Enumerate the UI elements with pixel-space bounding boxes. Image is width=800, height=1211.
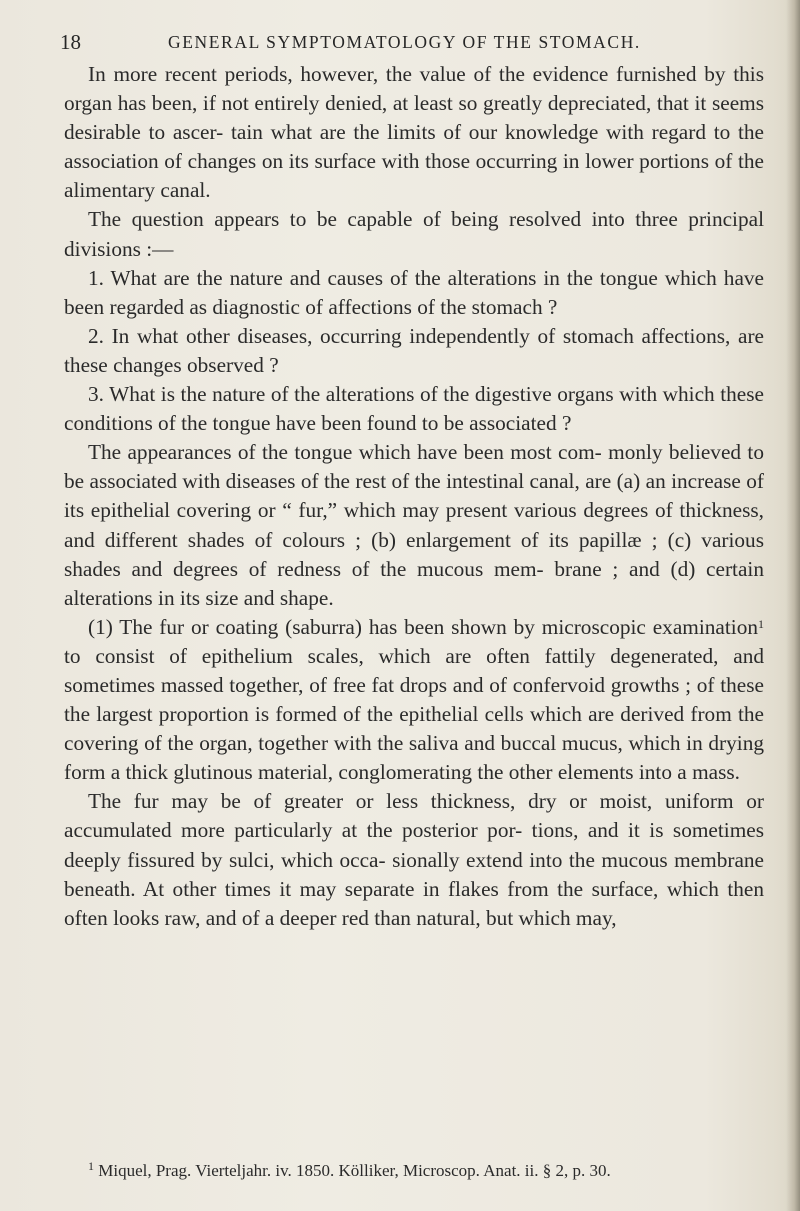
paragraph-question: The question appears to be capable of being resolved into three principal divisions :— <box>64 207 764 261</box>
page-header <box>60 26 760 56</box>
page-number: 18 <box>60 30 81 54</box>
paragraph-intro: In more recent periods, however, the value of the evidence furnished by this organ has been, if not entirely denied, at least so greatly depreciated, that it seems desirable to ascer- tain what are the limits of our knowledge with regard to the association of changes on its surface with those occurring in lower portions of the alimentary canal. <box>64 62 764 203</box>
page-edge-shadow <box>786 0 800 1211</box>
paragraph-division-1: 1. What are the nature and causes of the alterations in the tongue which have been regarded as diagnostic of affections of the stomach ? <box>64 265 764 319</box>
paragraph-division-2: 2. In what other diseases, occurring independently of stomach affections, are these changes observed ? <box>64 323 764 377</box>
paragraph-appearances: The appearances of the tongue which have been most com- monly believed to be associated with diseases of the rest of the intestinal canal, are (a) an increase of its epithelial covering or “ fur,” which may present various degrees of thickness, and different shades of colours ; (b) enlargement of its papillæ ; (c) various shades and degrees of redness of the mucous mem- brane ; and (d) certain alterations in its size and shape. <box>64 440 764 610</box>
paragraph-fur-coating-start: (1) The fur or coating (saburra) has been shown by microscopic examination <box>88 614 758 639</box>
running-head: GENERAL SYMPTOMATOLOGY OF THE STOMACH. <box>168 32 641 52</box>
footnote-reference: 1 <box>758 616 764 631</box>
footnote-marker: 1 <box>88 1159 94 1173</box>
paragraph-fur-coating <box>64 613 764 788</box>
paragraph-fur-thickness: The fur may be of greater or less thickness, dry or moist, uniform or accumulated more particularly at the posterior por- tions, and it is sometimes deeply fissured by sulci, which occa- sionally extend into the mucous membrane beneath. At other times it may separate in flakes from the surface, which then often looks raw, and of a deeper red than natural, but which may, <box>64 789 764 930</box>
footnote-text: Miquel, Prag. Vierteljahr. iv. 1850. Kölliker, Microscop. Anat. ii. § 2, p. 30. <box>94 1161 611 1180</box>
paragraph-fur-coating-rest: to consist of epithelium scales, which are often fattily degenerated, and sometimes massed together, of free fat drops and of confervoid growths ; of these the largest proportion is formed of the epithelial cells which are derived from the covering of the organ, together with the saliva and buccal mucus, which in drying form a thick glutinous material, conglomerating the other elements into a mass. <box>64 643 764 785</box>
footnote <box>64 1160 764 1182</box>
body-text <box>64 60 764 933</box>
paragraph-division-3: 3. What is the nature of the alterations of the digestive organs with which these conditions of the tongue have been found to be associated ? <box>64 382 764 436</box>
